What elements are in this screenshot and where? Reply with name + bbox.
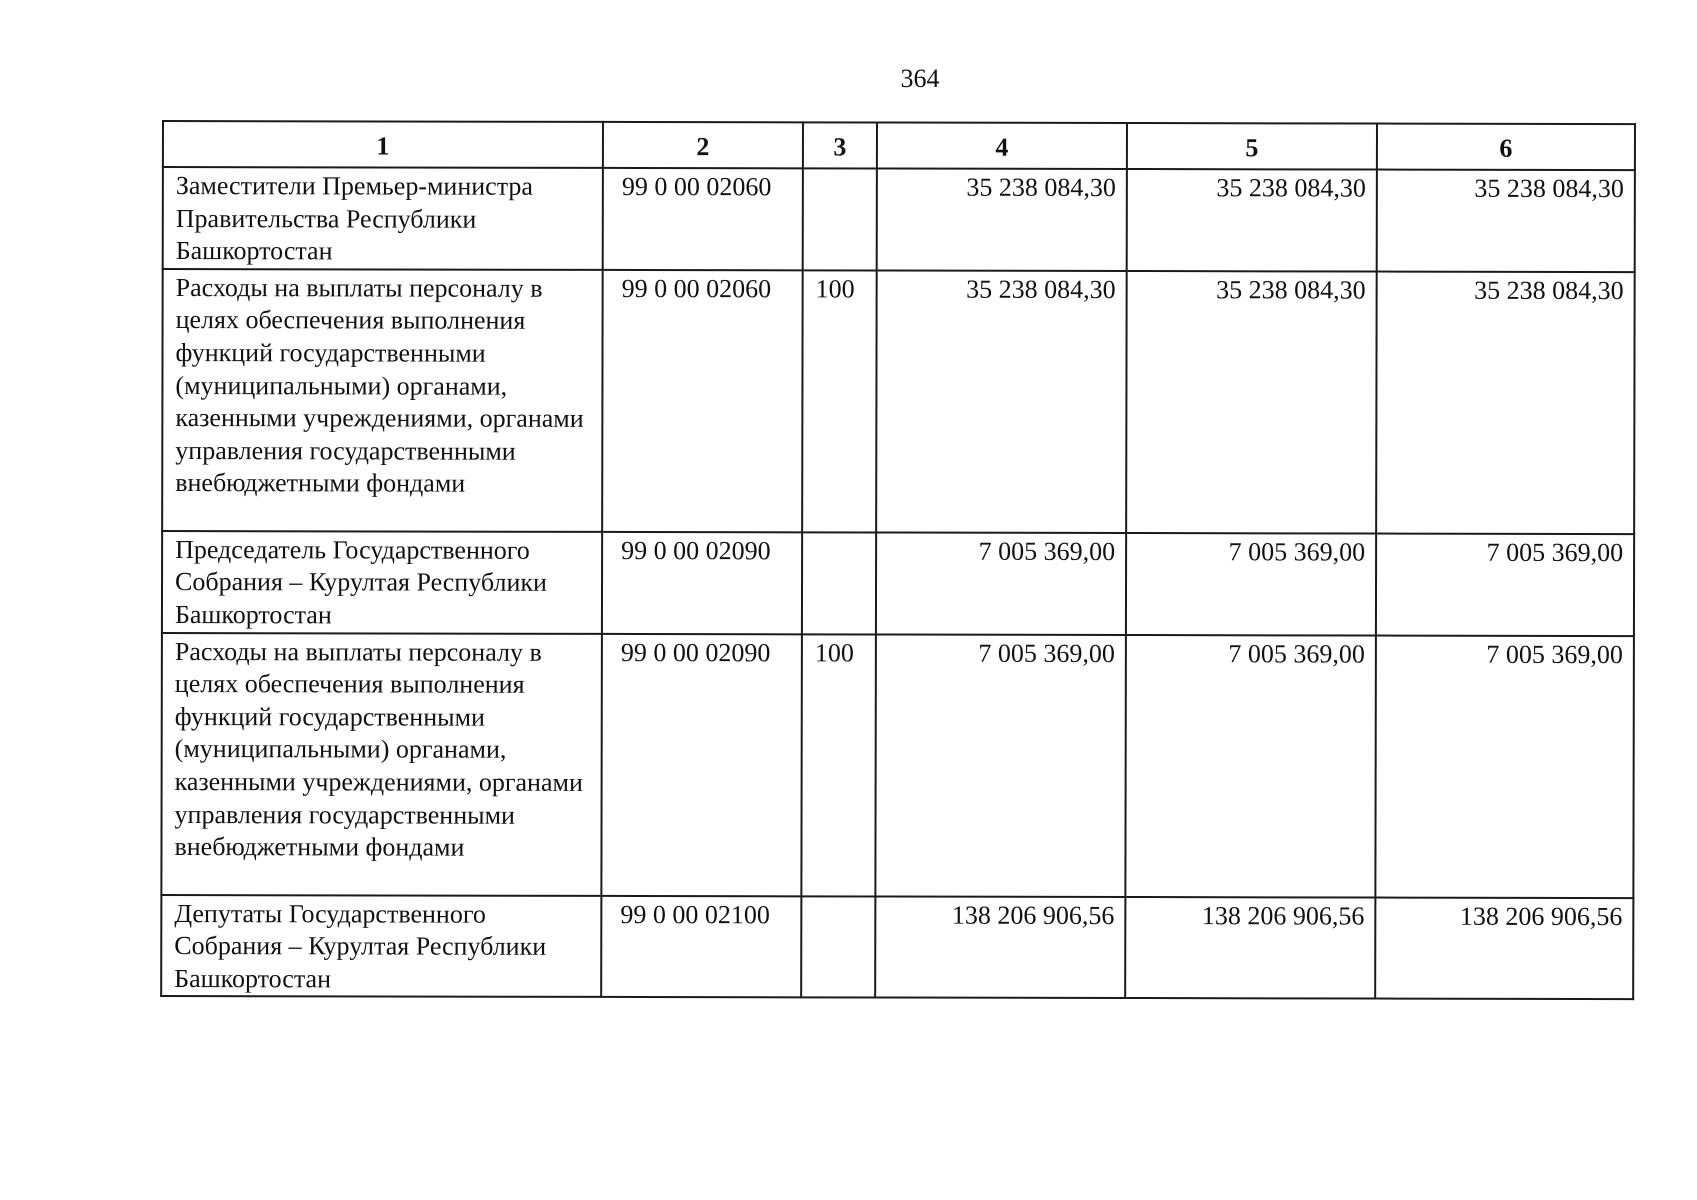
row-amount-col4: 35 238 084,30 — [877, 168, 1127, 270]
row-expense-type-cell: 100 — [801, 634, 876, 896]
header-cell-1: 1 — [163, 121, 603, 168]
row-name-cell: Заместители Премьер-министра Правительства Республики Башкортостан — [163, 167, 603, 270]
table-body — [161, 167, 1635, 999]
row-amount-col5: 138 206 906,56 — [1125, 897, 1375, 999]
row-amount-col5: 35 238 084,30 — [1126, 271, 1377, 534]
row-amount-col6: 7 005 369,00 — [1376, 533, 1634, 635]
row-name-cell: Депутаты Государственного Собрания – Курултая Республики Башкортостан — [161, 895, 601, 998]
row-amount-col5: 7 005 369,00 — [1125, 635, 1376, 898]
page-number: 364 — [900, 64, 940, 93]
table-row — [162, 531, 1634, 636]
table-row — [161, 895, 1633, 1000]
row-expense-type-cell — [801, 896, 875, 998]
row-amount-col6: 7 005 369,00 — [1375, 635, 1634, 898]
row-amount-col5: 35 238 084,30 — [1127, 169, 1377, 271]
row-name-cell: Председатель Государственного Собрания – Курултая Республики Башкортостан — [162, 531, 602, 634]
row-code-cell: 99 0 00 02060 — [603, 168, 803, 270]
row-expense-type-cell: 100 — [802, 270, 877, 532]
row-name-cell: Расходы на выплаты персоналу в целях обеспечения выполнения функций государственными (муниципальными) органами, казенными учреждениями, органами управления государственными внебюджетными фондами — [162, 269, 603, 532]
row-amount-col4: 7 005 369,00 — [875, 634, 1126, 897]
table-header — [163, 121, 1635, 170]
row-amount-col4: 7 005 369,00 — [876, 532, 1126, 634]
row-name-cell: Расходы на выплаты персоналу в целях обеспечения выполнения функций государственными (муниципальными) органами, казенными учреждениями, органами управления государственными внебюджетными фондами — [161, 633, 602, 896]
table-row — [162, 269, 1635, 534]
row-code-cell: 99 0 00 02090 — [601, 633, 802, 895]
table-row — [163, 167, 1635, 272]
row-amount-col6: 138 206 906,56 — [1375, 897, 1633, 999]
row-amount-col6: 35 238 084,30 — [1377, 170, 1635, 272]
row-amount-col5: 7 005 369,00 — [1126, 533, 1376, 635]
header-cell-3: 3 — [803, 122, 877, 168]
row-code-cell: 99 0 00 02060 — [602, 270, 803, 532]
header-cell-5: 5 — [1127, 123, 1377, 170]
row-amount-col6: 35 238 084,30 — [1376, 271, 1635, 534]
header-row — [163, 121, 1635, 170]
header-cell-2: 2 — [603, 122, 803, 168]
row-amount-col4: 138 206 906,56 — [875, 896, 1125, 998]
row-expense-type-cell — [803, 168, 877, 270]
row-amount-col4: 35 238 084,30 — [876, 270, 1127, 533]
table-row — [161, 633, 1634, 898]
row-code-cell: 99 0 00 02100 — [601, 895, 801, 997]
budget-table — [160, 120, 1636, 1000]
row-code-cell: 99 0 00 02090 — [602, 532, 802, 634]
header-cell-4: 4 — [877, 122, 1127, 169]
header-cell-6: 6 — [1377, 124, 1635, 171]
row-expense-type-cell — [802, 532, 876, 634]
